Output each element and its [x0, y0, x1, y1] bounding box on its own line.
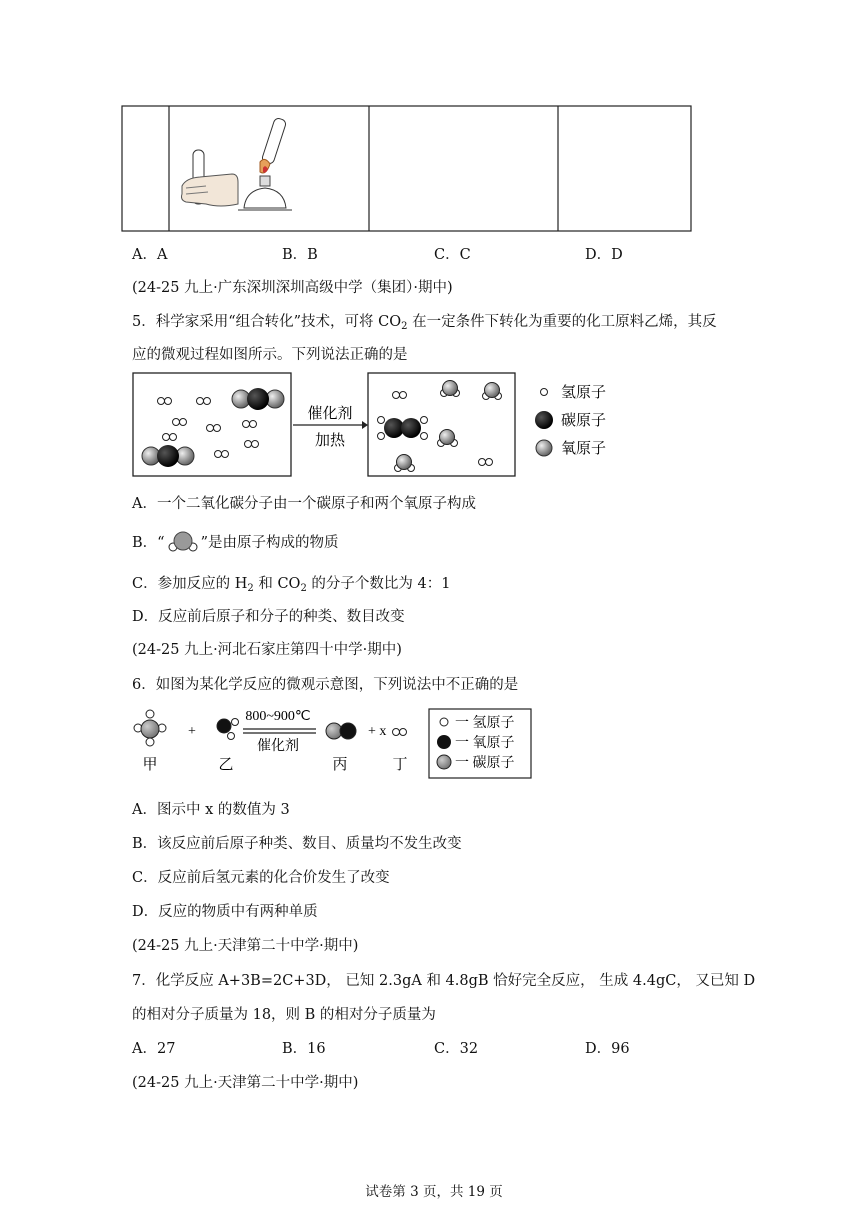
q6-plus-x: + x: [368, 724, 387, 739]
q5-arrow-heat: 加热: [314, 433, 346, 449]
q7-source: (24-25 九上·天津第二十中学·期中): [132, 938, 359, 954]
q5-arrow-catalyst: 催化剂: [307, 406, 353, 422]
q6-legend-carbon: 一 碳原子: [455, 756, 515, 771]
q7-stem-line1: 7．化学反应 A+3B=2C+3D， 已知 2.3gA 和 4.8gB 恰好完全反应， 生成 4.4gC， 又已知 D: [132, 973, 756, 989]
q6-legend-oxygen: 一 氧原子: [455, 736, 515, 751]
hand-holding-test-tube-illustration: [182, 150, 239, 206]
q6-stem: 6．如图为某化学反应的微观示意图，下列说法中不正确的是: [132, 677, 519, 693]
q6-reaction-diagram: [128, 702, 538, 782]
q7-option-a[interactable]: A．27: [132, 1041, 176, 1057]
q4-option-c[interactable]: C．C: [434, 247, 471, 263]
q5-legend-hydrogen: 氢原子: [561, 385, 607, 401]
q5-source: (24-25 九上·广东深圳深圳高级中学（集团）·期中): [132, 280, 453, 296]
q4-option-b[interactable]: B．B: [282, 247, 318, 263]
q5-reaction-diagram: [130, 370, 630, 482]
q5-option-b[interactable]: B．“ ”是由原子构成的物质: [132, 531, 339, 553]
q7-stem-line2: 的相对分子质量为 18，则 B 的相对分子质量为: [132, 1007, 436, 1023]
q6-label-jia: 甲: [142, 757, 158, 773]
q6-plus-sign: +: [188, 724, 196, 739]
page-footer: 试卷第 3 页，共 19 页: [365, 1184, 503, 1200]
q5-stem-line2: 应的微观过程如图所示。下列说法正确的是: [132, 347, 408, 363]
q5-legend-oxygen: 氧原子: [561, 441, 607, 457]
q7-option-d[interactable]: D．96: [585, 1041, 630, 1057]
q5-option-c[interactable]: C．参加反应的 $H_2$ 和 $CO_2$ 的分子个数比为 4：1: [132, 576, 451, 594]
q5-stem-line1: 5．科学家采用“组合转化”技术，可将 $CO_2$ 在一定条件下转化为重要的化工原料乙烯，其反: [132, 314, 717, 332]
q6-legend-hydrogen: 一 氢原子: [455, 716, 515, 731]
q5-option-d[interactable]: D．反应前后原子和分子的种类、数目改变: [132, 609, 405, 625]
q6-option-c[interactable]: C．反应前后氢元素的化合价发生了改变: [132, 870, 390, 886]
q7-option-c[interactable]: C．32: [434, 1041, 479, 1057]
q6-label-ding: 丁: [392, 757, 408, 773]
q4-options-table: [120, 104, 695, 234]
water-molecule-icon: [165, 531, 201, 553]
q5-option-a[interactable]: A．一个二氧化碳分子由一个碳原子和两个氧原子构成: [132, 496, 476, 512]
q4-option-a[interactable]: A．A: [132, 247, 168, 263]
q7-option-b[interactable]: B．16: [282, 1041, 326, 1057]
q6-source: (24-25 九上·河北石家庄第四十中学·期中): [132, 642, 402, 658]
q5-legend-carbon: 碳原子: [561, 413, 607, 429]
q8-source: (24-25 九上·天津第二十中学·期中): [132, 1075, 359, 1091]
q6-condition-catalyst: 催化剂: [257, 739, 299, 754]
alcohol-lamp-heating-tube-illustration: [238, 117, 292, 210]
q6-option-d[interactable]: D．反应的物质中有两种单质: [132, 904, 318, 920]
q6-label-yi: 乙: [218, 757, 234, 773]
q4-option-d[interactable]: D．D: [585, 247, 623, 263]
q6-option-b[interactable]: B．该反应前后原子种类、数目、质量均不发生改变: [132, 836, 462, 852]
q6-option-a[interactable]: A．图示中 x 的数值为 3: [132, 802, 290, 818]
q6-label-bing: 丙: [332, 757, 348, 773]
q6-condition-temperature: 800~900℃: [245, 709, 311, 724]
